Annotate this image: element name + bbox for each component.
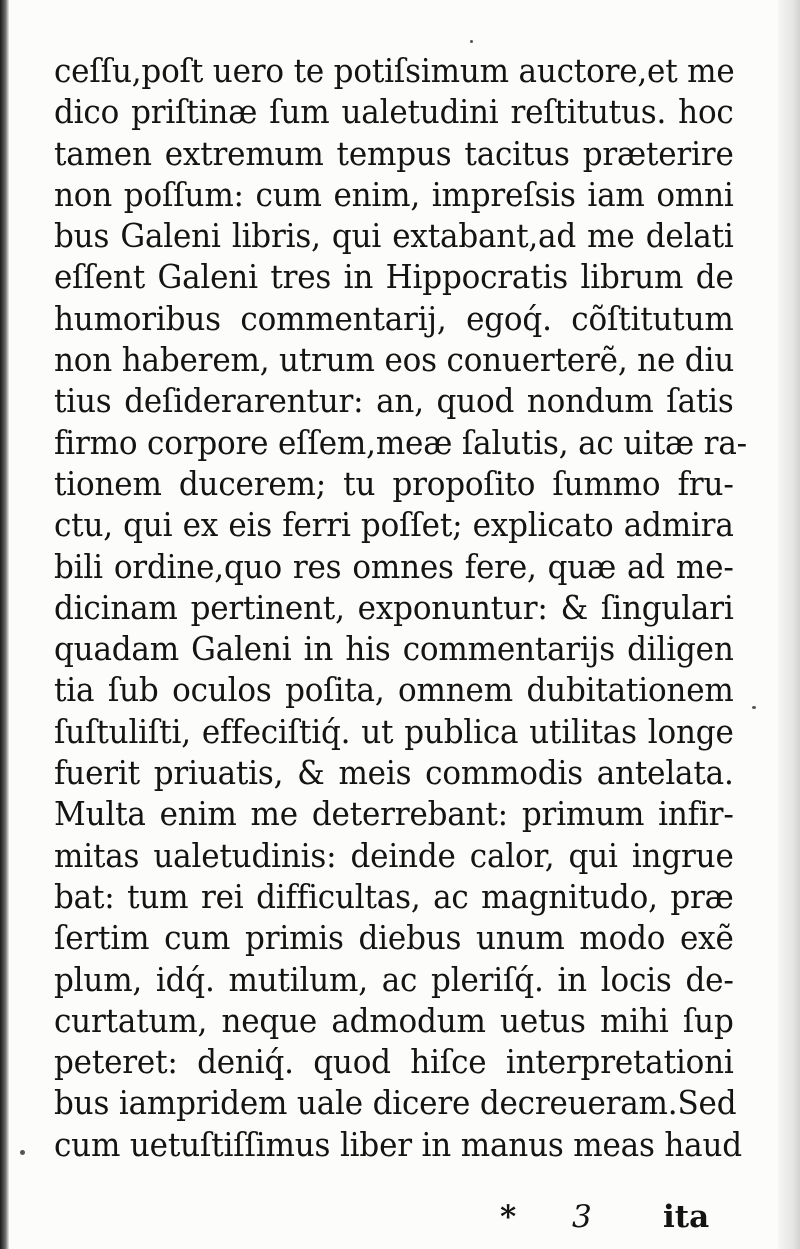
- ink-speck: [20, 1150, 25, 1155]
- text-line: dico priſtinæ ſum ualetudini reſtitutus. hoc: [54, 92, 734, 132]
- text-line: tionem ducerem; tu propoſito ſummo fru-: [54, 463, 734, 503]
- text-line: Multa enim me deterrebant: primum infir-: [54, 794, 734, 834]
- text-line: peteret: deniq́. quod hiſce interpretationi: [54, 1042, 734, 1082]
- text-line: tamen extremum tempus tacitus præterire: [54, 133, 734, 173]
- text-line: curtatum, neque admodum uetus mihi ſup: [54, 1000, 734, 1040]
- text-line: bus iampridem uale dicere decreueram.Sed: [54, 1083, 737, 1123]
- text-line: quadam Galeni in his commentarijs diligen: [54, 629, 734, 669]
- signature-number: 3: [572, 1199, 592, 1235]
- page-gutter-shadow: [0, 0, 9, 1249]
- text-line: plum, idq́. mutilum, ac pleriſq́. in locis de-: [54, 959, 734, 999]
- text-line: ſertim cum primis diebus unum modo exẽ: [54, 918, 734, 958]
- text-line: mitas ualetudinis: deinde calor, qui ingrue: [54, 835, 734, 875]
- text-line: fuerit priuatis, & meis commodis antelata.: [54, 753, 734, 793]
- text-line: non poſſum: cum enim, impreſsis iam omni: [54, 174, 734, 214]
- text-line: dicinam pertinent, exponuntur: & ſingulari: [54, 587, 734, 627]
- text-line: tia ſub oculos poſita, omnem dubitationem: [54, 670, 734, 710]
- text-line: ſuſtuliſti, effeciſtiq́. ut publica utilitas longe: [54, 711, 734, 751]
- body-text: [54, 50, 747, 1165]
- text-line: non haberem, utrum eos conuerterẽ, ne diu: [54, 340, 735, 380]
- text-line: eſſent Galeni tres in Hippocratis librum de: [54, 257, 734, 297]
- text-line: tius deſiderarentur: an, quod nondum ſatis: [54, 381, 734, 421]
- text-line: ceſſu,poſt uero te potiſsimum auctore,et me: [54, 51, 735, 90]
- text-line: firmo corpore eſſem,meæ ſalutis, ac uitæ ra-: [54, 422, 747, 462]
- catchline: [500, 1199, 715, 1239]
- text-line: bat: tum rei difficultas, ac magnitudo, præ: [54, 876, 734, 916]
- text-line: bili ordine,quo res omnes fere, quæ ad me-: [54, 546, 734, 586]
- catchword: ita: [663, 1199, 710, 1235]
- ink-speck: [470, 40, 473, 43]
- text-line: bus Galeni libris, qui extabant,ad me delati: [54, 216, 734, 256]
- page-edge: [778, 0, 800, 1249]
- ink-speck: [752, 706, 756, 709]
- text-line: ctu, qui ex eis ferri poſſet; explicato admira: [54, 505, 734, 545]
- text-line: cum uetuſtiſſimus liber in manus meas haud: [54, 1124, 742, 1164]
- text-line: humoribus commentarij, egoq́. cõſtitutum: [54, 298, 734, 338]
- signature-mark: *: [500, 1199, 517, 1235]
